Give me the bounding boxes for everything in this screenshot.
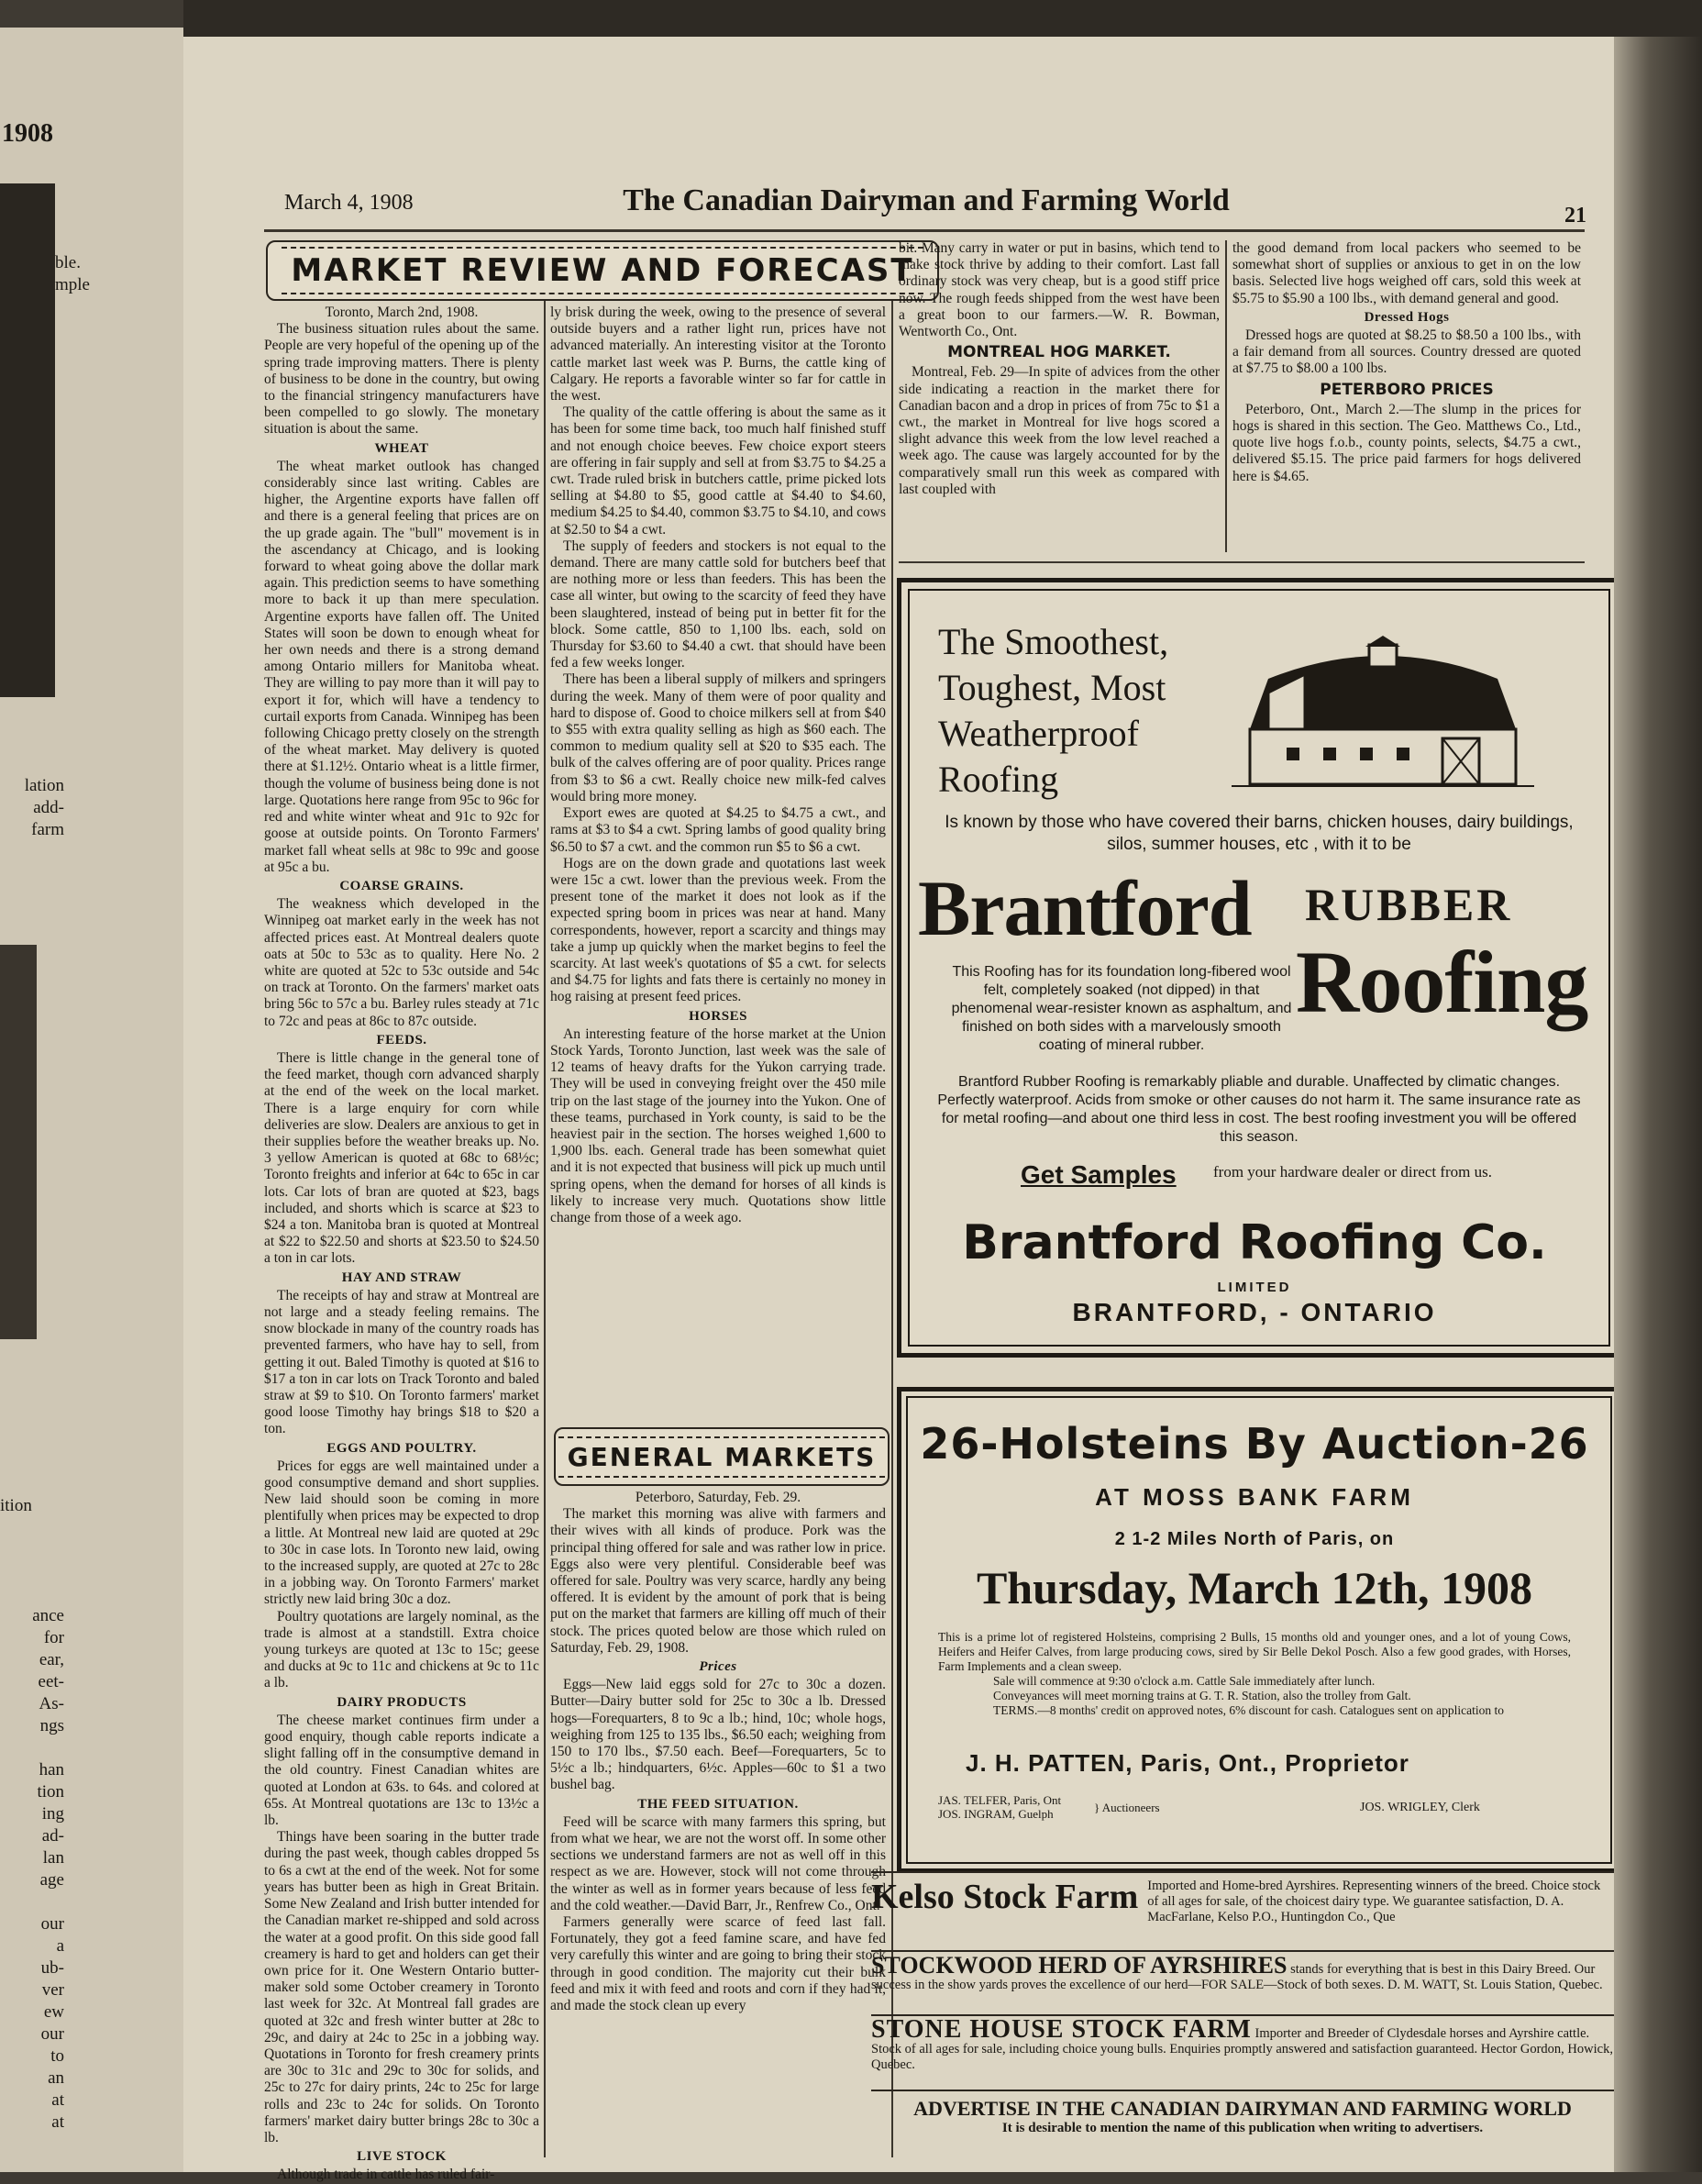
milkers-paragraph: There has been a liberal supply of milkers and springers during the week. Many of them were of poor quality and hard to dispose of. Good to choice milkers sell at from $40 to $55 with extra quality selling as high as $60 each. The common to medium quality sell at $20 to $35 each. The bulk of the calves offering are of poor quality. Prices range from $3 to $6 a cwt. Really choice new milk-fed calves would bring more money. [550,671,886,804]
auction-clerk: JOS. WRIGLEY, Clerk [1360,1801,1480,1814]
previous-page-image-block [0,183,55,697]
column-1 [264,305,540,2183]
get-samples-label: Get Samples [1021,1160,1177,1189]
roofing-ad-headline: The Smoothest, Toughest, Most Weatherproof Roofing [938,621,1169,800]
previous-page-fragment-line: age [39,1870,64,1890]
auction-farm: AT MOSS BANK FARM [1095,1483,1414,1511]
auction-lot-text: This is a prime lot of registered Holsteins, comprising 2 Bulls, 15 months old and younger ones, and a lot of young Cows, Heifers and Heifer Calves, from large producing cows, sired by Sir Belle Dekol Posch. Also a few good grades, with Horses, Farm Implements and a clean sweep. [938,1630,1571,1673]
stone-house-text: Importer and Breeder of Clydesdale horses and Ayrshire cattle. Stock of all ages for sale, including choice young bulls. Enquiries promptly answered and satisfaction guaranteed. Hector Gordon, Howick, Quebec. [871,2026,1613,2072]
roofing-wordmark: Roofing [1296,933,1588,1031]
feed-situation-paragraph-2: Farmers generally were scarce of feed last fall. Fortunately, they got a feed famine scare, and have fed very carefully this winter and are going to bring their stock through in good condition. The majority cut their bulk feed and mix it with feed and roots and corn if they had it, and made the stock clean up every [550,1914,886,2014]
general-markets-title: GENERAL MARKETS [558,1436,886,1478]
previous-page-fragment-line [0,1891,64,1913]
feed-situation-paragraph: Feed will be scarce with many farmers this spring, but from what we hear, we are not the worst off. In some other sections we understand farmers are not as well off in this respect as we are. However, stock will not come through the winter as well as in former years because of less feed and the cold weather.—David Barr, Jr., Renfrew Co., Ont. [550,1813,886,1913]
roofing-known-text: Is known by those who have covered their barns, chicken houses, dairy buildings, silos, summer houses, etc , with it to be [945,813,1574,854]
previous-page-fragment-line: ance [32,1606,64,1625]
horses-heading: HORSES [689,1008,747,1024]
market-review-text-col1 [264,305,539,2184]
cattle-quality-paragraph: The quality of the cattle offering is about the same as it has been for some time back, too much half finished stuff and not enough choice beeves. Few choice export steers are offering in fair supply and sell at from $3.75 to $4.25 a cwt. Trade ruled brisk in butchers cattle, prime picked lots selling at $4.80 to $5, good cattle at $4.40 to $4.60, medium $4.25 to $4.40, common $3.75 to $4.10, and cows at $2.50 to $4 a cwt. [550,405,886,538]
prices-paragraph: Eggs—New laid eggs sold for 27c to 30c a dozen. Butter—Dairy butter sold for 25c to 30c a lb. Dressed hogs—Forequarters, 8 to 9c a lb.; hind, 10c; whole hogs, weighing from 125 to 135 lbs., $6.50 each; weighing from 150 to 170 lbs., $7.50 each. Beef—Forequarters, 5c to 5½c a lb.; hindquarters, 6½c. Apples—60c to $1 a two bushel bag. [550,1677,886,1793]
stockwood-block [871,1952,1614,1993]
section-rule [899,561,1585,563]
previous-page-year: 1908 [2,119,53,148]
previous-page-fragment-line: ad- [41,1826,64,1846]
cheese-paragraph: The cheese market continues firm under a good enquiry, though cable reports indicate a slight falling off in the consumptive demand in the old country. Finest Canadian whites are quoted at London at 63s. to 64s. and colored at 65s. At Montreal quotations are 13c to 13½c a lb. [264,1712,539,1829]
wheat-heading: WHEAT [374,440,429,456]
advertise-notice [871,2090,1614,2165]
column-2 [550,305,886,1419]
previous-page-fragment-line: han [39,1760,64,1779]
peterboro-prices-paragraph: Peterboro, Ont., March 2.—The slump in the prices for hogs is shared in this section. The Geo. Matthews Co., Ltd., quote live hogs f.o.b., county points, selects, $4.75 a cwt., delivered $5.15. The price paid farmers for hogs delivered here is $4.65. [1232,401,1581,484]
advertise-heading: ADVERTISE IN THE CANADIAN DAIRYMAN AND FARMING WORLD [913,2097,1572,2120]
stockwood-text: stands for everything that is best in this Dairy Breed. Our success in the show yards proves the excellence of our herd—FOR SALE—Stock of both sexes. D. M. WATT, St. Louis Station, Quebec. [871,1962,1603,1992]
market-review-dateline: Toronto, March 2nd, 1908. [325,305,479,320]
general-markets-dateline: Peterboro, Saturday, Feb. 29. [635,1490,801,1505]
market-review-banner [266,240,939,301]
rubber-wordmark: RUBBER [1305,879,1513,930]
previous-page-fragment-line: at [51,2112,64,2132]
previous-page-fragment-line: ew [43,2002,64,2022]
previous-page-fragment-line: ing [41,1804,64,1824]
previous-page-fragment-line: ub- [40,1958,64,1978]
column-3-text [899,240,1220,498]
advertise-text: It is desirable to mention the name of this publication when writing to advertisers. [1001,2121,1484,2135]
hay-straw-heading: HAY AND STRAW [341,1269,462,1285]
montreal-hog-market-heading: MONTREAL HOG MARKET. [947,343,1171,362]
previous-page-fragment-line: lan [42,1848,64,1868]
previous-page-fragment-line: eet- [38,1672,64,1691]
stone-house-block [871,2016,1614,2073]
auction-date: Thursday, March 12th, 1908 [976,1562,1533,1613]
hogs-paragraph: Hogs are on the down grade and quotations last week were 15c a cwt. lower than the previous week. From the present tone of the market it does not look as if the expected spring boom in prices was near at hand. Many correspondents, however, report a scarcity and things may take a jump up quickly when the market begins to feel the scarcity. At last week's quotations of $5 a cwt. for selects and $4.75 for lights and fats there is certainly no money in hog raising at present feed prices. [550,855,886,1005]
stone-house-stock-farm-advertisement [871,2014,1614,2086]
column-rule [891,240,893,2157]
roofing-company-name: Brantford Roofing Co. [962,1215,1547,1270]
eggs-paragraph: Prices for eggs are well maintained under a good consumptive demand and short supplies. New laid should soon be coming in more plentifully when prices may be expected to drop a little. At Montreal new laid are quoted at 29c to 30c in case lots. In Toronto new laid, owing to the increased supply, are quoted at 27c to 28c in a jobbing way. On Toronto Farmers' market strictly new laid bring 30c a doz. [264,1458,539,1608]
kelso-stock-farm-advertisement [871,1871,1614,1946]
coarse-grains-paragraph: The weakness which developed in the Winnipeg oat market early in the week has not affected prices east. At Montreal dealers quote oats at 50c to 53c as to quality. Here No. 2 white are quoted at 52c to 53c outside and 54c on track at Toronto. On the farmers' market oats bring 56c to 57c a bu. Barley rules steady at 71c to 72c and peas at 86c to 87c outside. [264,896,539,1029]
general-markets-text [550,1490,886,2014]
column-rule [1225,240,1227,552]
wheat-paragraph: The wheat market outlook has changed considerably since last writing. Cables are higher, the Argentine exports have fallen off and there is a general feeling that prices are on the up grade again. The "bull" movement is in the ascendancy at Chicago, and is looking forward to wheat going above the dollar mark again. This prediction seems to have something more to back it up than mere speculation. Argentine exports have fallen off. The United States will soon be down to enough wheat for her own needs and there is a strong demand among Ontario millers for Manitoba wheat. They are willing to pay more than it will pay to export it for, which will have a tendency to curtail exports from Canada. Winnipeg has been following Chicago pretty closely on the strength of the wheat market. May delivery is quoted there at $1.12½. Ontario wheat is a little firmer, though the volume of business being done is not large. Quotations here range from 95c to 96c for red and white winter wheat and 91c to 92c for goose at outside points. On Toronto Farmers' market fall wheat sells at 98c to 99c and goose at 95c a bu. [264,458,539,875]
hog-market-continuation: the good demand from local packers who seemed to be somewhat short of supplies or anxious to get in on the low basis. Selected live hogs weighed off cars, sold this week at $5.75 to $5.90 a 100 lbs., with demand general and good. [1232,240,1581,306]
peterboro-prices-heading: PETERBORO PRICES [1320,380,1494,399]
roofing-durability-text: Brantford Rubber Roofing is remarkably pliable and durable. Unaffected by climatic changes. Perfectly waterproof. Acids from smoke or other causes do not harm it. The same insurance rate as for metal roofing—and about one third less in cost. The best roofing investment you will be offered this season. [937,1074,1581,1145]
eggs-poultry-heading: EGGS AND POULTRY. [326,1440,477,1456]
stone-house-name: STONE HOUSE STOCK FARM [871,2015,1252,2044]
general-markets-paragraph: The market this morning was alive with farmers and their wives with all kinds of produce. Pork was the principal thing offered for sale and was rather low in price. Eggs also were very plentiful. Considerable beef was offered for sale. Poultry was very scarce, hardly any being offered. It is evident by the amount of pork that is being put on the market that farmers are killing off much of their stock. The prices quoted below are those which ruled on Saturday, Feb. 29, 1908. [550,1506,886,1656]
butter-paragraph: Things have been soaring in the butter trade during the past week, though cables dropped 5s to 6s a cwt at the end of the week. Not for some years has butter been as high in Great Britain. Some New Zealand and Irish butter intended for the Canadian market re-shipped and sold across the water at a good profit. On this side good fall creamery is hard to get and holders can get their own price for it. One Western Ontario butter-maker sold some October creamery in Toronto last week for 32c. At Montreal fall grades are quoted at 32c and fresh winter butter at 28c to 29c, and dairy at 24c to 25c in a jobbing way. Quotations in Toronto for fresh creamery prints are 30c to 31c and 29c to 30c for solids, and 25c to 27c for dairy prints, 24c to 25c for large rolls and 23c to 24c for solids. On Toronto farmers' market dairy butter brings 28c to 30c a lb. [264,1829,540,2145]
prices-heading: Prices [699,1659,737,1675]
previous-page-fragment-line [0,1737,64,1759]
previous-page-fragment: lation add- farm [24,776,64,839]
auction-description [938,1630,1571,1718]
issue-date: March 4, 1908 [284,191,414,215]
previous-page-image-block [0,945,37,1339]
feeds-heading: FEEDS. [376,1032,427,1048]
roofing-company-city: BRANTFORD, - ONTARIO [1072,1298,1437,1326]
kelso-text: Imported and Home-bred Ayrshires. Representing winners of the breed. Choice stock of all ages for sale, of the choicest dairy type. We guarantee satisfaction, D. A. MacFarlane, Kelso P.O., Huntingdon Co., Que [1147,1879,1601,1924]
general-markets-banner [554,1427,890,1486]
previous-page-fragment: ble. mple [55,253,90,294]
poultry-paragraph: Poultry quotations are largely nominal, as the trade is almost at a standstill. Extra choice young turkeys are quoted at 13c to 15c; geese and ducks at 9c to 11c and chickens at 9c to 11c a lb. [264,1608,539,1691]
market-review-text-col2 [550,305,886,1226]
previous-page-strip [0,28,183,2172]
previous-page-fragment-line: our [40,1914,64,1934]
kelso-name: Kelso Stock Farm [871,1878,1139,1916]
samples-source-text: from your hardware dealer or direct from us. [1213,1163,1492,1181]
holstein-auction-advertisement [897,1387,1621,1873]
brantford-wordmark: Brantford [918,864,1252,952]
auction-terms: TERMS.—8 months' credit on approved notes, 6% discount for cash. Catalogues sent on application to [993,1703,1504,1717]
live-stock-paragraph-start: Although trade in cattle has ruled fair- [277,2167,495,2183]
auction-proprietor: J. H. PATTEN, Paris, Ont., Proprietor [966,1749,1409,1777]
roofing-foundation-text: This Roofing has for its foundation long-fibered wool felt, completely soaked (not dipped) in that phenomenal wear-resister known as asphaltum, and finished on both sides with a marvelously smooth coating of mineral rubber. [951,964,1292,1053]
column-3-top [899,240,1220,561]
stockwood-herd-advertisement [871,1950,1614,2011]
scan-top-edge [183,0,1702,37]
scan-right-edge [1614,37,1702,2172]
market-review-title: MARKET REVIEW AND FORECAST [282,247,923,294]
newspaper-page [183,37,1614,2183]
market-intro: The business situation rules about the same. People are very hopeful of the opening up of the spring trade improving matters. There is plenty of business to be done in the country, but owing to the financial stringency manufacturers have been compelled to go slowly. The monetary situation is about the same. [264,321,540,438]
horses-paragraph: An interesting feature of the horse market at the Union Stock Yards, Toronto Junction, last week was the sale of 12 teams of heavy drafts for the Yukon carrying trade. They will be used in conveying freight over the 450 mile trip on the last stage of the journey into the Yukon. One of these teams, purchased in York county, is said to be the heaviest pair in the section. The horses weighed 1,600 to 1,900 lbs. each. General trade has been somewhat quiet and it is not expected that business will pick up much until spring opens, when the demand for horses of all kinds is likely to increase very much. Quotations show little change from those of a week ago. [550,1025,886,1225]
previous-page-fragment-line: at [51,2090,64,2110]
previous-page-fragment: ition [0,1496,32,1515]
dairy-products-heading: DAIRY PRODUCTS [337,1694,467,1710]
previous-page-fragment-column [0,1605,64,2134]
ewes-paragraph: Export ewes are quoted at $4.25 to $4.75 a cwt., and rams at $3 to $4 a cwt. Spring lambs of good quality bring $6.50 to $7 a cwt. and the common run $5 to $6 a cwt. [550,805,886,855]
general-markets-column [550,1490,886,2132]
header-rule [264,229,1585,232]
auction-conveyances: Conveyances will meet morning trains at G. T. R. Station, also the trolley from Galt. [993,1689,1411,1702]
previous-page-fragment-line: ver [41,1980,64,2000]
feeders-paragraph: The supply of feeders and stockers is not equal to the demand. There are many cattle sold for butchers beef that are nothing more or less than feeders. This has been the case all winter, but owing to the scarcity of feed they have been slaughtered, instead of being put in better fit for the block. Some cattle, 850 to 1,100 lbs. each, sold on Thursday for $3.60 to $4.40 a cwt. that should have been fed a few weeks longer. [550,538,886,671]
auctioneers-label: } Auctioneers [1094,1801,1160,1814]
feed-continuation: bit. Many carry in water or put in basins, which tend to make stock thrive by adding to their comfort. Last fall ordinary stock was very cheap, but is a good stiff price now. The rough feeds shipped from the west have been a great boon to our farmers.—W. R. Bowman, Wentworth Co., Ont. [899,240,1220,340]
brantford-roofing-advertisement [897,578,1621,1358]
dressed-hogs-paragraph: Dressed hogs are quoted at $8.25 to $8.50 a 100 lbs., with a fair demand from all sources. Country dressed are quoted at $7.75 to $8.00 a 100 lbs. [1232,327,1581,377]
feeds-paragraph: There is little change in the general tone of the feed market, though corn advanced sharply at the end of the week on the local market. There is a large enquiry for corn while deliveries are slow. Dealers are anxious to get in their supplies before the weather breaks up. No. 3 yellow American is quoted at 68c to 68½c; Toronto freights and inferior at 64c to 65c in car lots. Car lots of bran are quoted at $23, bags included, and shorts which is scarce at $23 to $24 a ton. Manitoba bran is quoted at Montreal at $22 to $22.50 and shorts at $23.50 to $24.50 a ton in car lots. [264,1049,539,1267]
page-number: 21 [1564,204,1586,227]
previous-page-fragment-line: an [48,2068,64,2088]
stockwood-name: STOCKWOOD HERD OF AYRSHIRES [871,1952,1288,1979]
live-stock-continuation: ly brisk during the week, owing to the presence of several outside buyers and a rather light run, prices have not advanced materially. An interesting visitor at the Toronto cattle market last week was P. Burns, the cattle king of Calgary. He reports a favorable winter so far for cattle in the west. [550,305,886,405]
column-rule [544,240,546,2157]
auction-sale-time: Sale will commence at 9:30 o'clock a.m. Cattle Sale immediately after lunch. [993,1674,1376,1688]
live-stock-heading: LIVE STOCK [357,2149,447,2165]
previous-page-fragment-line: As- [39,1694,64,1713]
dressed-hogs-heading: Dressed Hogs [1364,309,1450,325]
barn-illustration [1232,637,1534,793]
coarse-grains-heading: COARSE GRAINS. [339,878,464,893]
auction-title: 26-Holsteins By Auction-26 [920,1419,1589,1469]
previous-page-fragment-line: ear, [39,1650,64,1669]
auction-auctioneers: JAS. TELFER, Paris, Ont JOS. INGRAM, Guelph [938,1793,1062,1821]
column-4-top [1232,240,1581,561]
previous-page-fragment-line: ngs [39,1716,64,1735]
roofing-company-limited: LIMITED [1217,1280,1292,1295]
previous-page-fragment-line: tion [37,1782,64,1802]
auction-location: 2 1-2 Miles North of Paris, on [1114,1529,1395,1549]
hay-straw-paragraph: The receipts of hay and straw at Montreal are not large and a steady feeling remains. The snow blockade in many of the country roads has prevented farmers, who have hay to sell, from getting it out. Baled Timothy is quoted at $16 to $17 a ton in car lots on Track Toronto and baled straw at $9 to $10. On Toronto farmers' market good loose Timothy hay brings $18 to $20 a ton. [264,1287,539,1437]
page-header [284,183,1586,248]
publication-title: The Canadian Dairyman and Farming World [623,183,1230,217]
previous-page-fragment-line: for [43,1628,64,1647]
previous-page-fragment-line: our [40,2024,64,2044]
column-4-text [1232,240,1581,485]
previous-page-fragment-line: a [56,1936,64,1956]
feed-situation-heading: THE FEED SITUATION. [637,1796,799,1812]
montreal-hog-market-paragraph: Montreal, Feb. 29—In spite of advices from the other side indicating a reaction in the market there for Canadian bacon and a drop in prices of from 75c to $1 a cwt., the market in Montreal for live hogs scored a slight advance this week from the low level reached a week ago. The cause was largely accounted for by the comparatively small run this week as compared with last coupled with [899,364,1220,497]
previous-page-fragment-line: to [50,2046,64,2066]
